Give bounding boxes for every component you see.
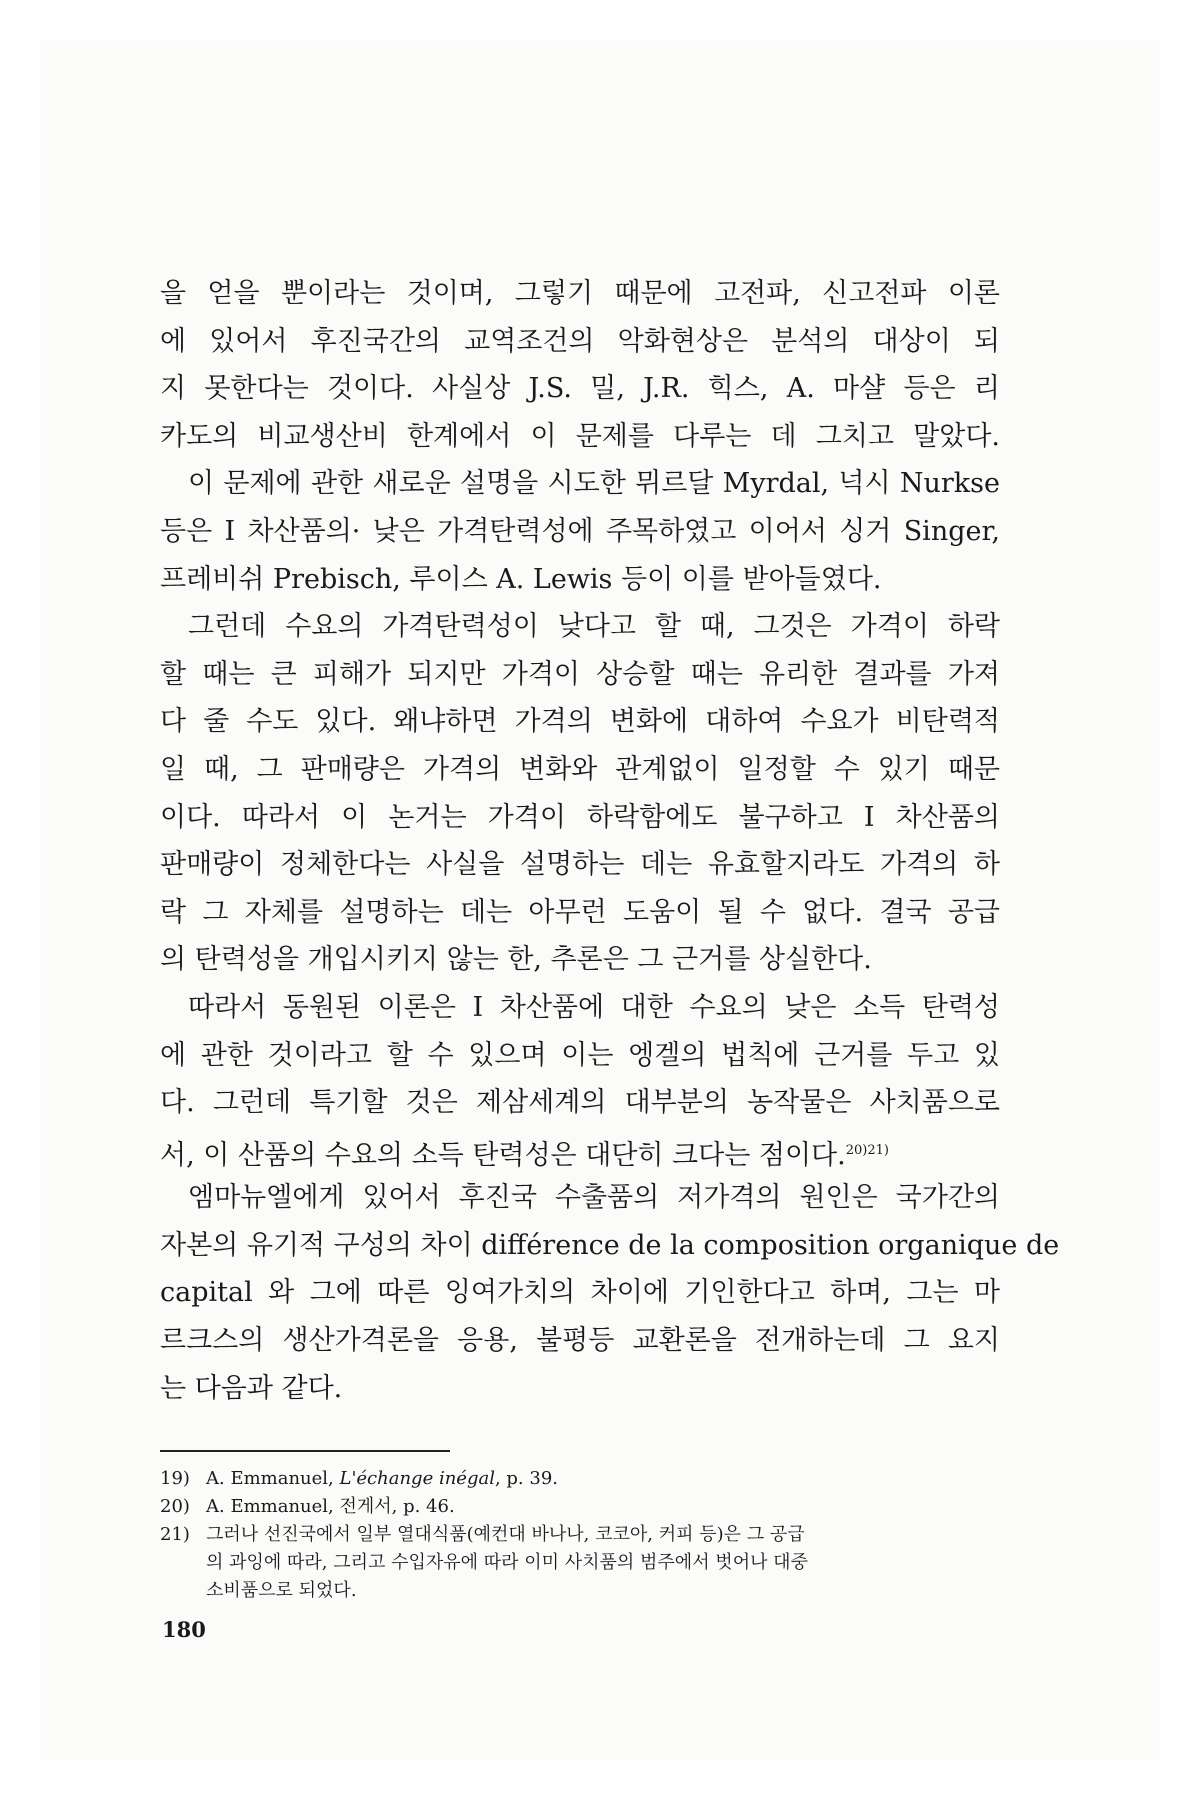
footnote-number: 21) (160, 1524, 190, 1545)
footnote-20 (160, 1493, 1000, 1521)
body-line: 지 못한다는 것이다. 사실상 J.S. 밀, J.R. 힉스, A. 마샬 등은 리 (160, 373, 1000, 405)
body-line (160, 1127, 1000, 1175)
body-line: 에 관한 것이라고 할 수 있으며 이는 엥겔의 법칙에 근거를 두고 있 (160, 1039, 1000, 1071)
footnote-21-continued: 소비품으로 되었다. (206, 1580, 357, 1601)
footnote-21-continued: 의 과잉에 따라, 그리고 수입자유에 따라 이미 사치품의 범주에서 벗어나 대중 (206, 1552, 808, 1573)
body-line: 을 얻을 뿐이라는 것이며, 그렇기 때문에 고전파, 신고전파 이론 (160, 278, 1000, 309)
body-line: 이다. 따라서 이 논거는 가격이 하락함에도 불구하고 I 차산품의 (160, 801, 1000, 833)
body-line: 그런데 수요의 가격탄력성이 낮다고 할 때, 그것은 가격이 하락 (188, 611, 1000, 643)
body-line: 다 줄 수도 있다. 왜냐하면 가격의 변화에 대하여 수요가 비탄력적 (160, 706, 1000, 738)
footnote-marker: 20)21) (845, 1142, 889, 1158)
body-line: 따라서 동원된 이론은 I 차산품에 대한 수요의 낮은 소득 탄력성 (188, 991, 1000, 1023)
body-line: 락 그 자체를 설명하는 데는 아무런 도움이 될 수 없다. 결국 공급 (160, 896, 1000, 928)
body-line: 자본의 유기적 구성의 차이 différence de la composition organique de (160, 1229, 1060, 1261)
body-line: 르크스의 생산가격론을 응용, 불평등 교환론을 전개하는데 그 요지 (160, 1325, 1000, 1357)
footnote-21 (160, 1521, 1000, 1549)
footnote-rule (160, 1450, 450, 1452)
footnote-text: A. Emmanuel, L'échange inégal, p. 39. (206, 1468, 559, 1489)
body-line: 프레비쉬 Prebisch, 루이스 A. Lewis 등이 이를 받아들였다. (160, 563, 882, 595)
body-line: 다. 그런데 특기할 것은 제삼세계의 대부분의 농작물은 사치품으로 (160, 1087, 1000, 1119)
body-line: 등은 I 차산품의· 낮은 가격탄력성에 주목하였고 이어서 싱거 Singer, (160, 515, 1000, 547)
book-title: L'échange inégal (339, 1468, 495, 1489)
body-line: capital 와 그에 따른 잉여가치의 차이에 기인한다고 하며, 그는 마 (160, 1277, 1000, 1309)
body-line: 에 있어서 후진국간의 교역조건의 악화현상은 분석의 대상이 되 (160, 325, 1000, 357)
footnote-text: 그러나 선진국에서 일부 열대식품(예컨대 바나나, 코코아, 커피 등)은 그 공급 (206, 1524, 805, 1545)
body-line: 카도의 비교생산비 한계에서 이 문제를 다루는 데 그치고 말았다. (160, 420, 1000, 452)
footnote-19 (160, 1465, 1000, 1493)
body-line: 의 탄력성을 개입시키지 않는 한, 추론은 그 근거를 상실한다. (160, 944, 872, 976)
body-line: 판매량이 정체한다는 사실을 설명하는 데는 유효할지라도 가격의 하 (160, 849, 1000, 881)
body-line: 는 다음과 같다. (160, 1372, 343, 1404)
footnote-number: 19) (160, 1468, 190, 1489)
body-text (160, 270, 1060, 1412)
footnote-number: 20) (160, 1496, 190, 1517)
footnote-text: A. Emmanuel, 전게서, p. 46. (206, 1496, 455, 1517)
footnotes (160, 1465, 1000, 1605)
body-line: 일 때, 그 판매량은 가격의 변화와 관계없이 일정할 수 있기 때문 (160, 753, 1000, 785)
page-number: 180 (162, 1617, 206, 1642)
body-line-text: 서, 이 산품의 수요의 소득 탄력성은 대단히 크다는 점이다. (160, 1139, 846, 1171)
body-line: 이 문제에 관한 새로운 설명을 시도한 뮈르달 Myrdal, 넉시 Nurkse (188, 468, 1000, 500)
body-line: 엠마뉴엘에게 있어서 후진국 수출품의 저가격의 원인은 국가간의 (188, 1182, 1000, 1214)
body-line: 할 때는 큰 피해가 되지만 가격이 상승할 때는 유리한 결과를 가져 (160, 658, 1000, 690)
